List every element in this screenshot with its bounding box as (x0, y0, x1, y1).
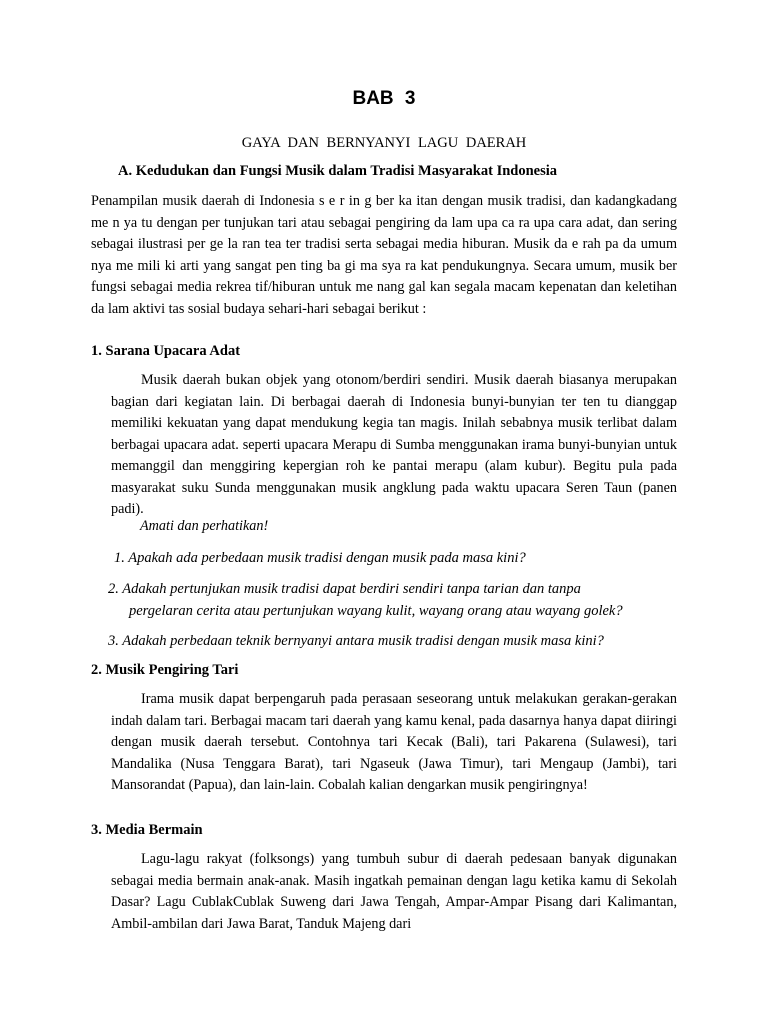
section-1-heading: 1. Sarana Upacara Adat (91, 343, 241, 359)
question-3: 3. Adakah perbedaan teknik bernyanyi antara musik tradisi dengan musik masa kini? (108, 633, 604, 649)
question-2-line-2: pergelaran cerita atau pertunjukan wayang kulit, wayang orang atau wayang golek? (129, 602, 623, 619)
section-3-heading: 3. Media Bermain (91, 822, 203, 838)
question-2 (108, 579, 678, 622)
section-2-paragraph: Irama musik dapat berpengaruh pada perasaan seseorang untuk melakukan gerakan-gerakan indah dalam tari. Berbagai macam tari daerah yang kamu kenal, pada dasarnya hanya dapat diiringi dengan musik daerah tersebut. Contohnya tari Kecak (Bali), tari Pakarena (Sulawesi), tari Mandalika (Nusa Tenggara Barat), tari Ngaseuk (Jawa Timur), tari Mengaup (Jambi), tari Mansorandat (Papua), dan lain-lain. Cobalah kalian dengarkan musik pengiringnya! (111, 691, 677, 793)
observe-prompt: Amati dan perhatikan! (140, 518, 269, 534)
chapter-subtitle: GAYA DAN BERNYANYI LAGU DAERAH (241, 135, 527, 151)
intro-paragraph: Penampilan musik daerah di Indonesia s e r in g ber ka itan dengan musik tradisi, dan kadangkadang me n ya tu dengan per tunjukan tari atau sebagai pengiring da lam upa ca ra upa cara adat, dan sering sebagai ilustrasi per ge la ran tea ter tradisi serta sebagai media hiburan. Musik da e rah pa da umum nya me mili ki arti yang sangat pen ting ba gi ma sya ra kat pendukungnya. Secara umum, musik ber fungsi sebagai media rekrea tif/hiburan untuk me nang gal kan segala macam kepenatan dan keletihan da lam aktivi tas sosial budaya sehari-hari sebagai berikut : (91, 193, 677, 317)
question-1: 1. Apakah ada perbedaan musik tradisi dengan musik pada masa kini? (114, 550, 526, 566)
section-3-paragraph: Lagu-lagu rakyat (folksongs) yang tumbuh subur di daerah pedesaan banyak digunakan sebagai media bermain anak-anak. Masih ingatkah pemainan dengan lagu ketika kamu di Sekolah Dasar? Lagu CublakCublak Suweng dari Jawa Tengah, Ampar-Ampar Pisang dari Kalimantan, Ambil-ambilan dari Jawa Barat, Tanduk Majeng dari (111, 851, 677, 932)
question-2-line-1: 2. Adakah pertunjukan musik tradisi dapat berdiri sendiri tanpa tarian dan tanpa (108, 581, 581, 597)
chapter-title: BAB 3 (352, 88, 416, 109)
section-1-paragraph: Musik daerah bukan objek yang otonom/berdiri sendiri. Musik daerah biasanya merupakan bagian dari kegiatan lain. Di berbagai daerah di Indonesia bunyi-bunyian ter ten tu dianggap memiliki kekuatan yang dapat mendukung kegia tan magis. Inilah sebabnya musik terlibat dalam berbagai upacara adat. seperti upacara Merapu di Sumba menggunakan irama bunyi-bunyian untuk memanggil dan menggiring kepergian roh ke pantai merapu (alam kubur). Begitu pula pada masyarakat suku Sunda menggunakan musik angklung pada waktu upacara Seren Taun (panen padi). (111, 372, 677, 517)
section-2-heading: 2. Musik Pengiring Tari (91, 662, 239, 678)
section-a-heading: A. Kedudukan dan Fungsi Musik dalam Tradisi Masyarakat Indonesia (118, 163, 558, 179)
